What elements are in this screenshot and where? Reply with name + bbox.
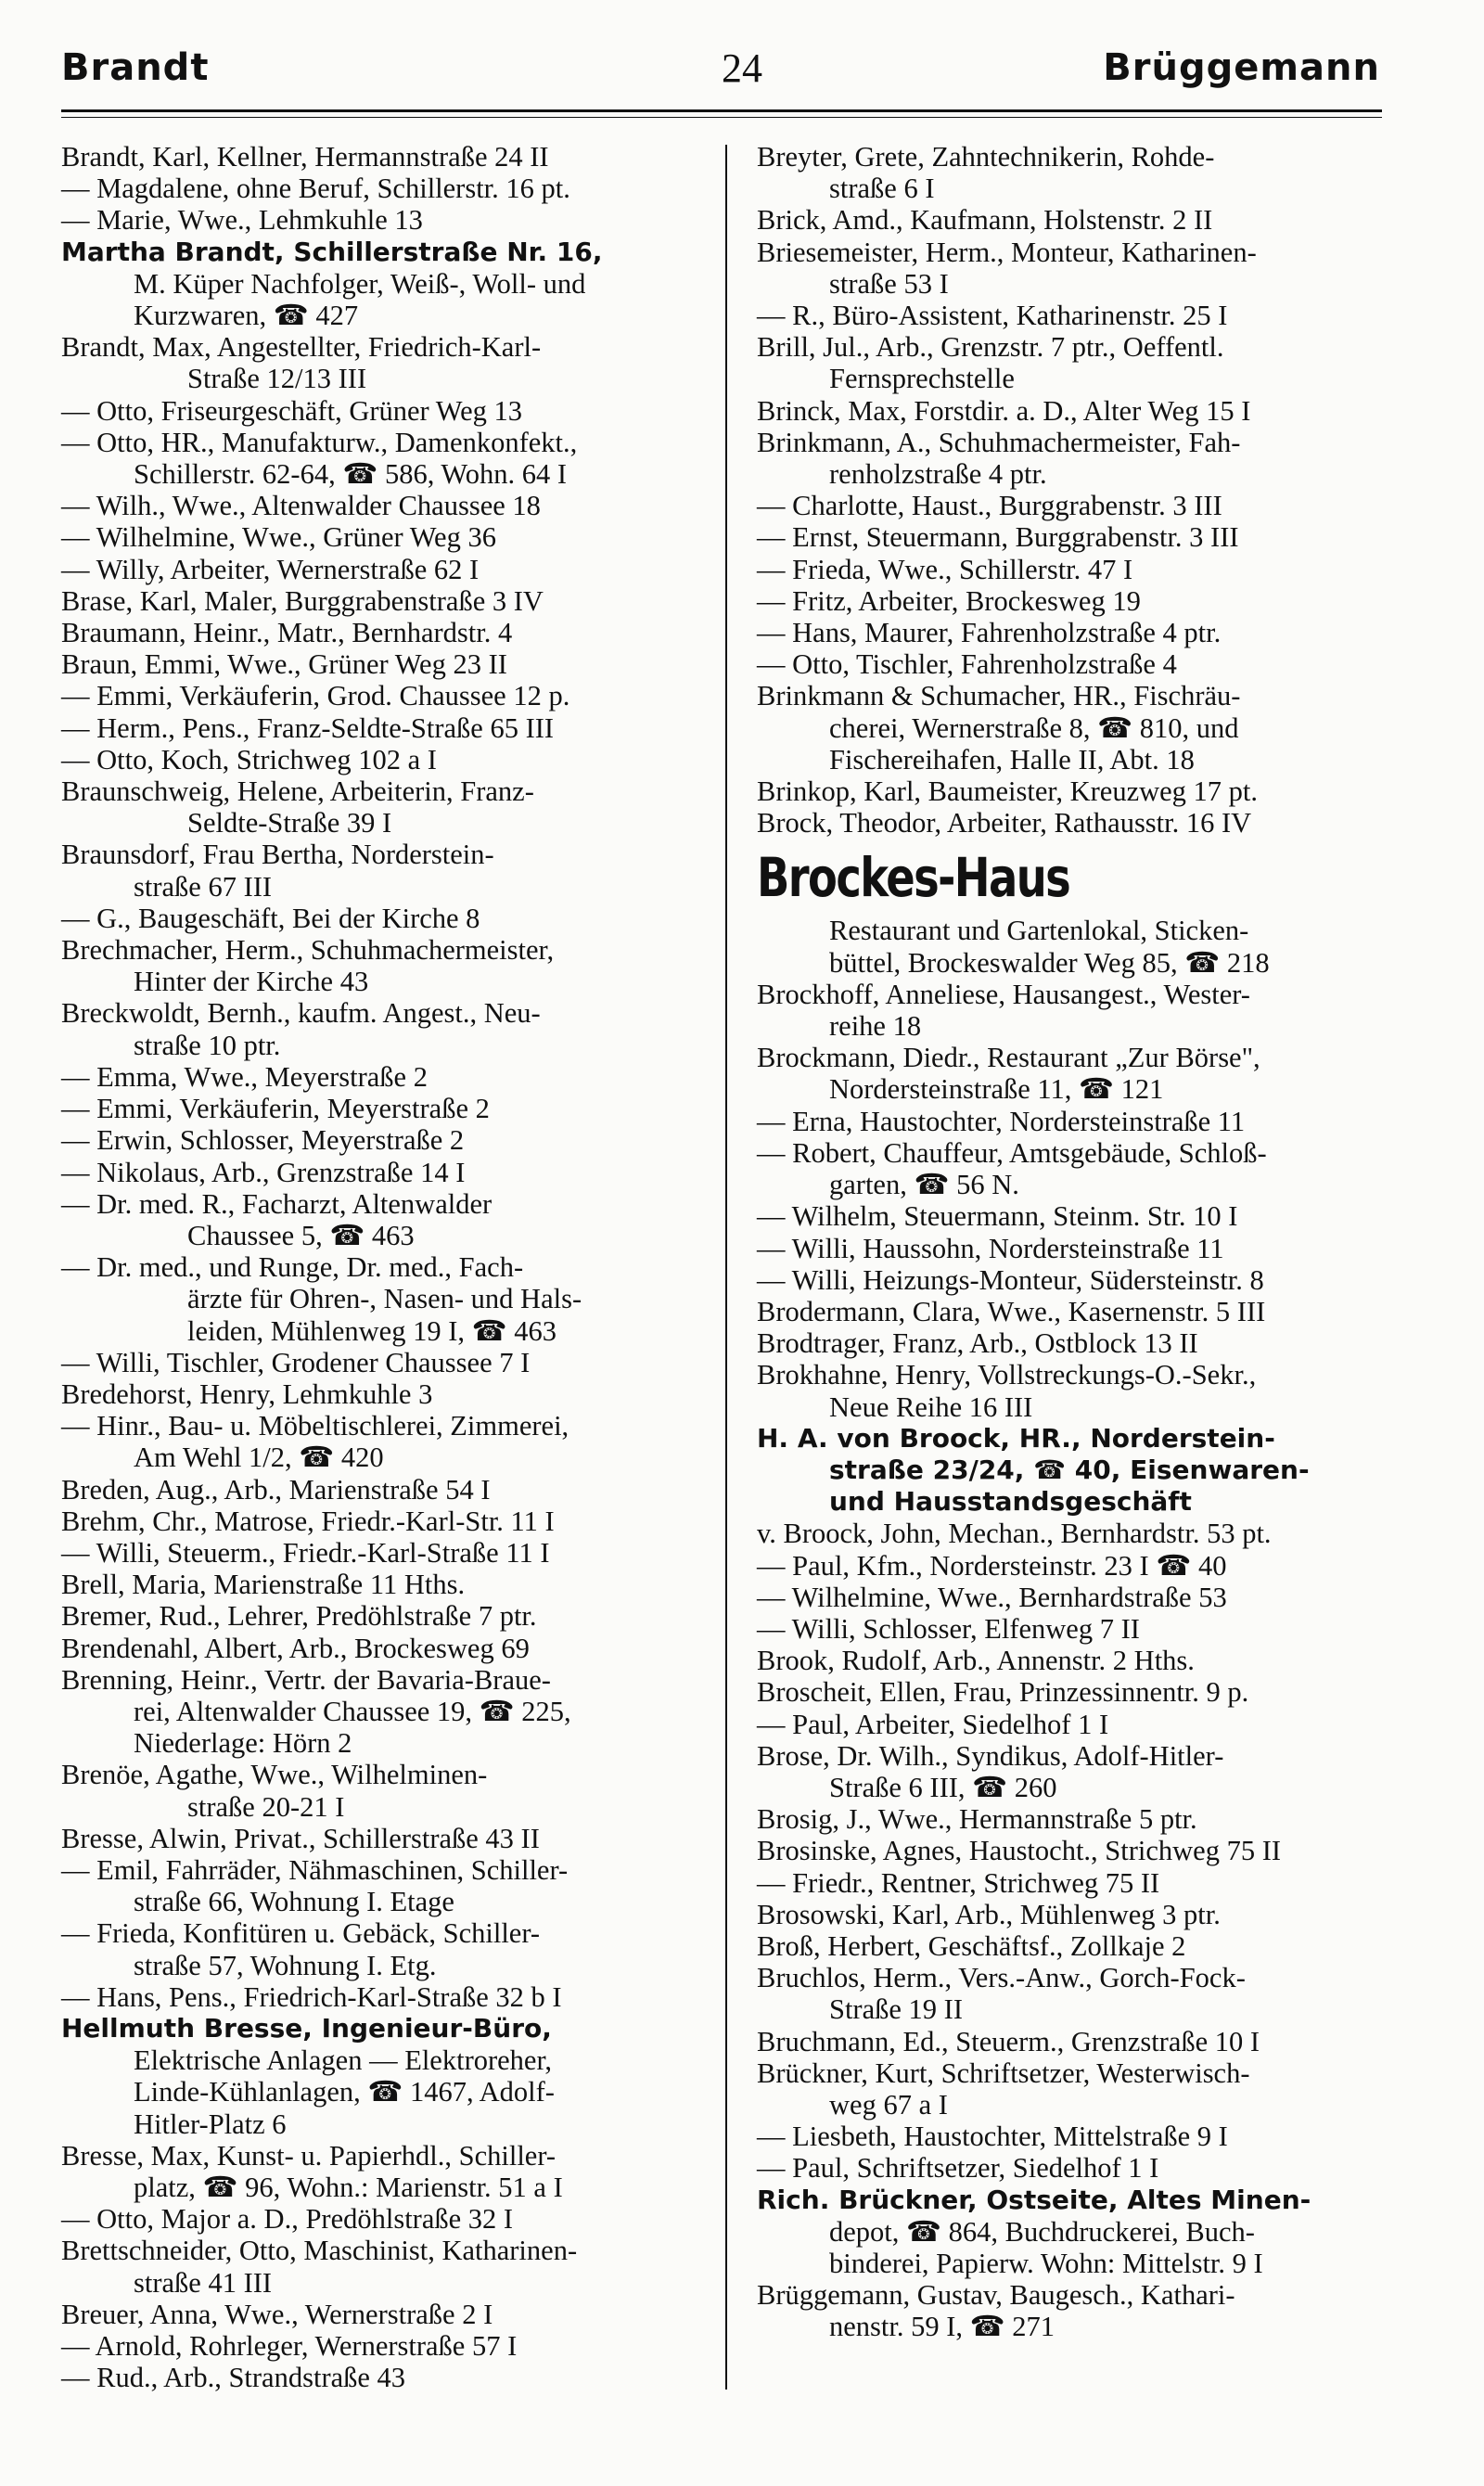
entry-line: Brase, Karl, Maler, Burggrabenstraße 3 IV [61, 584, 544, 617]
entry-line: — Herm., Pens., Franz-Seldte-Straße 65 III [61, 711, 555, 744]
entry-line-bold: und Hausstandsgeschäft [829, 1486, 1192, 1518]
entry-line: — Fritz, Arbeiter, Brockesweg 19 [757, 584, 1141, 617]
entry-line: — Otto, HR., Manufakturw., Damenkonfekt., [61, 426, 578, 458]
entry-line: straße 10 ptr. [134, 1029, 281, 1061]
entry-line: leiden, Mühlenweg 19 I, ☎ 463 [187, 1314, 556, 1347]
entry-line: Brenöe, Agathe, Wwe., Wilhelminen- [61, 1759, 488, 1791]
entry-line: renholzstraße 4 ptr. [829, 458, 1047, 491]
entry-line: rei, Altenwalder Chaussee 19, ☎ 225, [134, 1695, 571, 1727]
entry-line: Braun, Emmi, Wwe., Grüner Weg 23 II [61, 648, 507, 681]
entry-line: Brinkmann, A., Schuhmachermeister, Fah- [757, 426, 1241, 458]
entry-line: — R., Büro-Assistent, Katharinenstr. 25 I [757, 300, 1228, 332]
entry-line: Fischereihafen, Halle II, Abt. 18 [829, 743, 1195, 775]
entry-line: straße 20-21 I [187, 1790, 345, 1823]
entry-line: Bremer, Rud., Lehrer, Predöhlstraße 7 ptr. [61, 1600, 537, 1633]
entry-line: Brehm, Chr., Matrose, Friedr.-Karl-Str. 11 I [61, 1505, 555, 1537]
entry-line: Brüggemann, Gustav, Baugesch., Kathari- [757, 2279, 1235, 2312]
entry-line: — Ernst, Steuermann, Burggrabenstr. 3 III [757, 521, 1239, 554]
entry-line: Brinkmann & Schumacher, HR., Fischräu- [757, 680, 1241, 712]
entry-line: — Nikolaus, Arb., Grenzstraße 14 I [61, 1156, 466, 1188]
entry-line: Braunschweig, Helene, Arbeiterin, Franz- [61, 775, 534, 808]
entry-line: garten, ☎ 56 N. [829, 1169, 1019, 1201]
entry-line: Breuer, Anna, Wwe., Wernerstraße 2 I [61, 2298, 493, 2330]
entry-line: — Paul, Kfm., Nordersteinstr. 23 I ☎ 40 [757, 1549, 1227, 1582]
entry-line: Straße 12/13 III [187, 363, 367, 395]
entry-line: — Willi, Steuerm., Friedr.-Karl-Straße 11 I [61, 1536, 550, 1569]
brockes-haus-heading: Brockes-Haus [757, 846, 1070, 910]
entry-line: — Wilhelm, Steuermann, Steinm. Str. 10 I [757, 1200, 1238, 1233]
entry-line: Broß, Herbert, Geschäftsf., Zollkaje 2 [757, 1929, 1186, 1962]
entry-line: — Emmi, Verkäuferin, Meyerstraße 2 [61, 1093, 490, 1125]
entry-line: Breden, Aug., Arb., Marienstraße 54 I [61, 1473, 491, 1506]
entry-line: Seldte-Straße 39 I [187, 807, 392, 839]
entry-line: Schillerstr. 62-64, ☎ 586, Wohn. 64 I [134, 458, 568, 491]
entry-line: Brockmann, Diedr., Restaurant „Zur Börse", [757, 1042, 1260, 1074]
entry-line: — Wilh., Wwe., Altenwalder Chaussee 18 [61, 490, 541, 522]
entry-line: — Hinr., Bau- u. Möbeltischlerei, Zimmerei, [61, 1410, 569, 1442]
header-left-keyword: Brandt [61, 46, 210, 89]
entry-line: Elektrische Anlagen — Elektroreher, [134, 2044, 553, 2077]
entry-line: Brokhahne, Henry, Vollstreckungs-O.-Sekr., [757, 1359, 1257, 1391]
entry-line: — Willi, Heizungs-Monteur, Südersteinstr. 8 [757, 1263, 1264, 1296]
entry-line: binderei, Papierw. Wohn: Mittelstr. 9 I [829, 2248, 1263, 2279]
header-rule-thin [61, 117, 1382, 118]
page-header [0, 41, 1484, 96]
entry-line: — Paul, Arbeiter, Siedelhof 1 I [757, 1708, 1109, 1740]
column-divider [725, 145, 727, 2390]
entry-line: straße 41 III [134, 2266, 273, 2299]
entry-line: Hinter der Kirche 43 [134, 966, 369, 998]
entry-line-bold: Martha Brandt, Schillerstraße Nr. 16, [61, 236, 603, 267]
entry-line: Hitler-Platz 6 [134, 2108, 287, 2140]
entry-line: Breckwoldt, Bernh., kaufm. Angest., Neu- [61, 997, 541, 1030]
entry-line: — Dr. med. R., Facharzt, Altenwalder [61, 1187, 493, 1220]
entry-line: Brenning, Heinr., Vertr. der Bavaria-Braue- [61, 1663, 551, 1696]
entry-line: Brendenahl, Albert, Arb., Brockesweg 69 [61, 1632, 530, 1664]
entry-line: Breyter, Grete, Zahntechnikerin, Rohde- [757, 141, 1215, 173]
entry-line: — Robert, Chauffeur, Amtsgebäude, Schloß- [757, 1136, 1267, 1169]
entry-line: Brosinske, Agnes, Haustocht., Strichweg 75 II [757, 1835, 1282, 1867]
entry-line: — Otto, Major a. D., Predöhlstraße 32 I [61, 2203, 514, 2236]
entry-line: Brechmacher, Herm., Schuhmachermeister, [61, 934, 555, 967]
entry-line: Brill, Jul., Arb., Grenzstr. 7 ptr., Oeffentl. [757, 331, 1224, 364]
entry-line: — Friedr., Rentner, Strichweg 75 II [757, 1866, 1160, 1899]
entry-line: — Paul, Schriftsetzer, Siedelhof 1 I [757, 2152, 1159, 2185]
entry-line: — G., Baugeschäft, Bei der Kirche 8 [61, 902, 480, 934]
entry-line: Brick, Amd., Kaufmann, Holstenstr. 2 II [757, 204, 1213, 237]
entry-line: Bredehorst, Henry, Lehmkuhle 3 [61, 1378, 433, 1410]
entry-line: Straße 19 II [829, 1993, 963, 2026]
entry-line: v. Broock, John, Mechan., Bernhardstr. 53 pt. [757, 1518, 1272, 1550]
right-column [757, 141, 1406, 2343]
entry-line: Fernsprechstelle [829, 363, 1015, 395]
entry-line: — Hans, Pens., Friedrich-Karl-Straße 32 b I [61, 1980, 562, 2013]
entry-line: Am Wehl 1/2, ☎ 420 [134, 1442, 384, 1474]
entry-line: — Liesbeth, Haustochter, Mittelstraße 9 I [757, 2121, 1228, 2153]
entry-line: — Frieda, Konfitüren u. Gebäck, Schiller- [61, 1917, 541, 1950]
entry-line: Bruchlos, Herm., Vers.-Anw., Gorch-Fock- [757, 1962, 1246, 1994]
entry-line: — Emmi, Verkäuferin, Grod. Chaussee 12 p. [61, 680, 570, 712]
entry-line: weg 67 a I [829, 2088, 948, 2121]
entry-line: — Willy, Arbeiter, Wernerstraße 62 I [61, 553, 480, 585]
header-rule-thick [61, 109, 1382, 112]
entry-line: — Erna, Haustochter, Nordersteinstraße 11 [757, 1105, 1246, 1137]
entry-line: ärzte für Ohren-, Nasen- und Hals- [187, 1283, 582, 1315]
left-column [61, 141, 710, 2393]
entry-line: — Otto, Friseurgeschäft, Grüner Weg 13 [61, 394, 523, 427]
entry-line-bold: straße 23/24, ☎ 40, Eisenwaren- [829, 1454, 1310, 1485]
entry-line: — Frieda, Wwe., Schillerstr. 47 I [757, 553, 1133, 585]
entry-line-bold: Hellmuth Bresse, Ingenieur-Büro, [61, 2012, 552, 2044]
entry-line: — Wilhelmine, Wwe., Bernhardstraße 53 [757, 1581, 1227, 1613]
entry-line: Brook, Rudolf, Arb., Annenstr. 2 Hths. [757, 1645, 1195, 1677]
entry-line: Braumann, Heinr., Matr., Bernhardstr. 4 [61, 617, 513, 649]
entry-line: Bresse, Max, Kunst- u. Papierhdl., Schiller- [61, 2139, 556, 2172]
entry-line: straße 57, Wohnung I. Etg. [134, 1949, 437, 1981]
entry-line: — Emma, Wwe., Meyerstraße 2 [61, 1060, 428, 1093]
entry-line: Braunsdorf, Frau Bertha, Norderstein- [61, 839, 494, 871]
entry-line: — Otto, Koch, Strichweg 102 a I [61, 743, 437, 775]
entry-line: Brockhoff, Anneliese, Hausangest., Wester- [757, 978, 1250, 1010]
entry-line: — Willi, Haussohn, Nordersteinstraße 11 [757, 1232, 1224, 1264]
entry-line: — Magdalene, ohne Beruf, Schillerstr. 16 pt. [61, 173, 570, 205]
entry-line: — Erwin, Schlosser, Meyerstraße 2 [61, 1124, 465, 1157]
entry-line: nenstr. 59 I, ☎ 271 [829, 2311, 1055, 2343]
entry-line: Brock, Theodor, Arbeiter, Rathausstr. 16 IV [757, 807, 1252, 839]
entry-line: straße 6 I [829, 173, 935, 205]
entry-line-bold: H. A. von Broock, HR., Norderstein- [757, 1422, 1275, 1454]
entry-line: — Marie, Wwe., Lehmkuhle 13 [61, 204, 423, 237]
entry-line: Brinck, Max, Forstdir. a. D., Alter Weg 15 I [757, 394, 1251, 427]
entry-line: depot, ☎ 864, Buchdruckerei, Buch- [829, 2215, 1255, 2248]
entry-line: Brosowski, Karl, Arb., Mühlenweg 3 ptr. [757, 1898, 1221, 1930]
entry-line: Straße 6 III, ☎ 260 [829, 1771, 1057, 1803]
entry-line: reihe 18 [829, 1010, 922, 1043]
entry-line: Bresse, Alwin, Privat., Schillerstraße 43 II [61, 1822, 540, 1854]
entry-line: Brandt, Karl, Kellner, Hermannstraße 24 II [61, 141, 549, 173]
entry-line: straße 67 III [134, 870, 273, 903]
entry-line: M. Küper Nachfolger, Weiß-, Woll- und [134, 267, 586, 300]
entry-line: Niederlage: Hörn 2 [134, 1727, 352, 1760]
entry-line: — Rud., Arb., Strandstraße 43 [61, 2362, 406, 2394]
entry-line: Brell, Maria, Marienstraße 11 Hths. [61, 1569, 466, 1601]
page-number: 24 [722, 45, 762, 91]
entry-line: — Dr. med., und Runge, Dr. med., Fach- [61, 1251, 524, 1284]
entry-line: platz, ☎ 96, Wohn.: Marienstr. 51 a I [134, 2172, 563, 2203]
entry-line: cherei, Wernerstraße 8, ☎ 810, und [829, 711, 1239, 744]
entry-line: Brettschneider, Otto, Maschinist, Katharinen- [61, 2235, 578, 2267]
entry-line: Briesemeister, Herm., Monteur, Katharinen- [757, 236, 1257, 268]
entry-line: — Emil, Fahrräder, Nähmaschinen, Schiller- [61, 1853, 569, 1886]
entry-line: Brandt, Max, Angestellter, Friedrich-Karl- [61, 331, 542, 364]
entry-line: — Willi, Tischler, Grodener Chaussee 7 I [61, 1346, 531, 1378]
entry-line: Brodermann, Clara, Wwe., Kasernenstr. 5 III [757, 1295, 1266, 1327]
entry-line: — Charlotte, Haust., Burggrabenstr. 3 III [757, 490, 1222, 522]
entry-line: straße 66, Wohnung I. Etage [134, 1886, 454, 1918]
entry-line: — Willi, Schlosser, Elfenweg 7 II [757, 1612, 1140, 1645]
entry-line: Neue Reihe 16 III [829, 1390, 1033, 1423]
entry-line: Bruchmann, Ed., Steuerm., Grenzstraße 10 I [757, 2025, 1260, 2057]
entry-line: — Arnold, Rohrleger, Wernerstraße 57 I [61, 2330, 518, 2363]
entry-line: Brückner, Kurt, Schriftsetzer, Westerwisch- [757, 2057, 1250, 2089]
entry-line: Brosig, J., Wwe., Hermannstraße 5 ptr. [757, 1803, 1197, 1836]
entry-line: Brose, Dr. Wilh., Syndikus, Adolf-Hitler- [757, 1739, 1224, 1772]
entry-line: straße 53 I [829, 267, 949, 300]
entry-line-bold: Rich. Brückner, Ostseite, Altes Minen- [757, 2184, 1311, 2215]
entry-line: Brinkop, Karl, Baumeister, Kreuzweg 17 pt. [757, 775, 1259, 808]
entry-line: Linde-Kühlanlagen, ☎ 1467, Adolf- [134, 2076, 555, 2108]
entry-line: Kurzwaren, ☎ 427 [134, 300, 359, 332]
entry-line: — Otto, Tischler, Fahrenholzstraße 4 [757, 648, 1177, 681]
entry-line: Chaussee 5, ☎ 463 [187, 1219, 415, 1251]
entry-line: — Wilhelmine, Wwe., Grüner Weg 36 [61, 521, 496, 554]
entry-line: Restaurant und Gartenlokal, Sticken- [829, 915, 1249, 947]
entry-line: Nordersteinstraße 11, ☎ 121 [829, 1073, 1164, 1106]
entry-line: büttel, Brockeswalder Weg 85, ☎ 218 [829, 946, 1270, 979]
entry-line: Brodtrager, Franz, Arb., Ostblock 13 II [757, 1327, 1198, 1360]
header-right-keyword: Brüggemann [1103, 46, 1380, 89]
entry-line: — Hans, Maurer, Fahrenholzstraße 4 ptr. [757, 617, 1222, 649]
entry-line: Broscheit, Ellen, Frau, Prinzessinnentr. 9 p. [757, 1676, 1249, 1709]
